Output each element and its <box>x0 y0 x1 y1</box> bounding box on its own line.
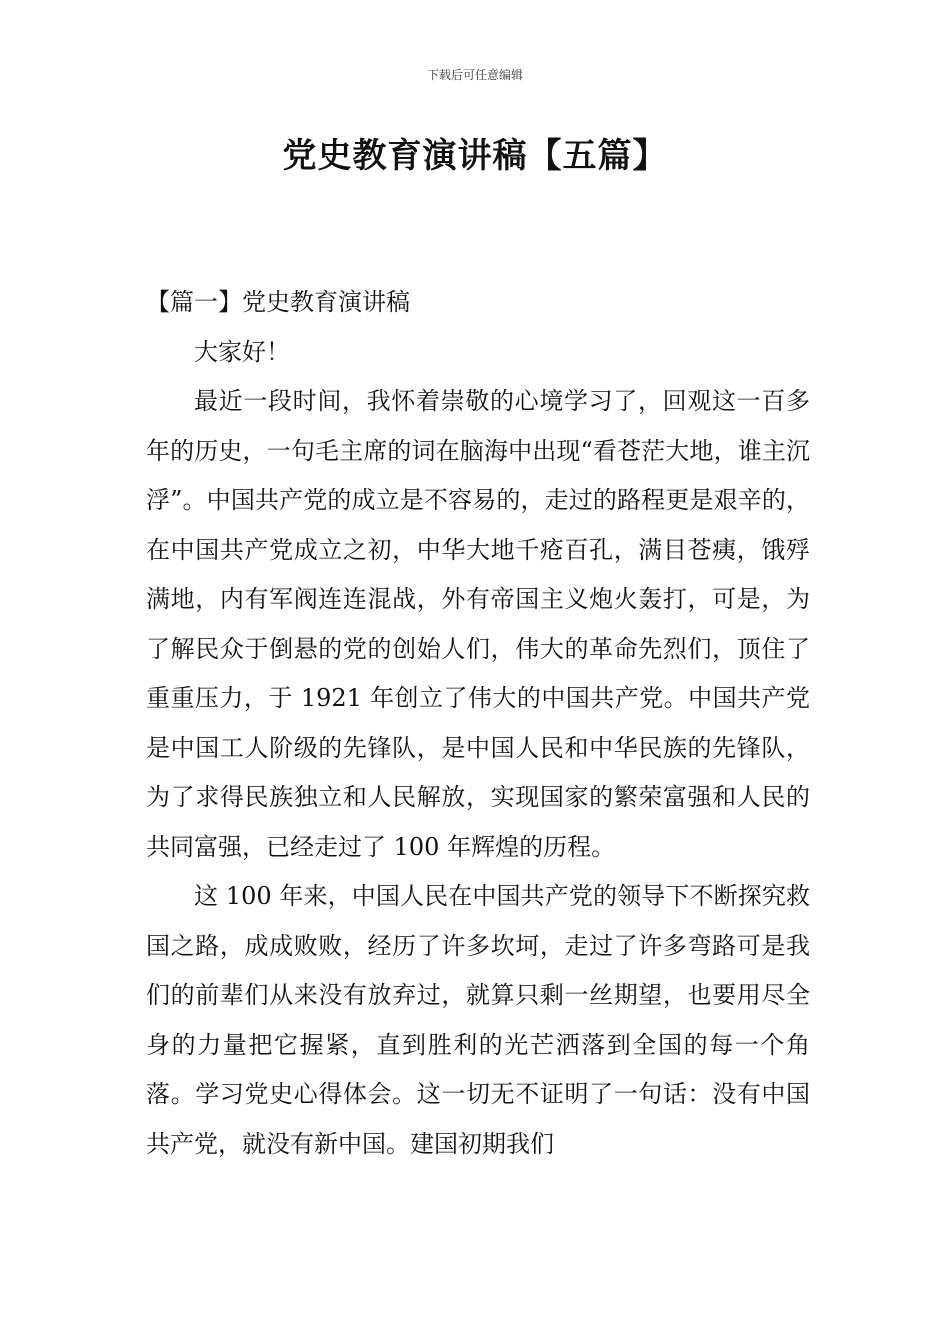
section-heading: 【篇一】党史教育演讲稿 <box>146 288 410 316</box>
paragraph-1: 最近一段时间，我怀着崇敬的心境学习了，回观这一百多年的历史，一句毛主席的词在脑海中出现“看苍茫大地，谁主沉浮”。中国共产党的成立是不容易的，走过的路程更是艰辛的，在中国共产党成立之初，中华大地千疮百孔，满目苍痍，饿殍满地，内有军阀连连混战，外有帝国主义炮火轰打，可是，为了解民众于倒悬的党的创始人们，伟大的革命先烈们，顶住了重重压力，于 1921 年创立了伟大的中国共产党。中国共产党是中国工人阶级的先锋队，是中国人民和中华民族的先锋队，为了求得民族独立和人民解放，实现国家的繁荣富强和人民的共同富强，已经走过了 100 年辉煌的历程。 <box>146 387 810 861</box>
document-body <box>146 278 810 1169</box>
greeting-line: 大家好！ <box>194 337 290 366</box>
header-note: 下载后可任意编辑 <box>426 68 523 82</box>
paragraph-2: 这 100 年来，中国人民在中国共产党的领导下不断探究救国之路，成成败败，经历了许多坎坷，走过了许多弯路可是我们的前辈们从来没有放弃过，就算只剩一丝期望，也要用尽全身的力量把它握紧，直到胜利的光芒洒落到全国的每一个角落。学习党史心得体会。这一切无不证明了一句话：没有中国共产党，就没有新中国。建国初期我们 <box>146 882 810 1158</box>
document-title: 党史教育演讲稿【五篇】 <box>282 136 668 176</box>
